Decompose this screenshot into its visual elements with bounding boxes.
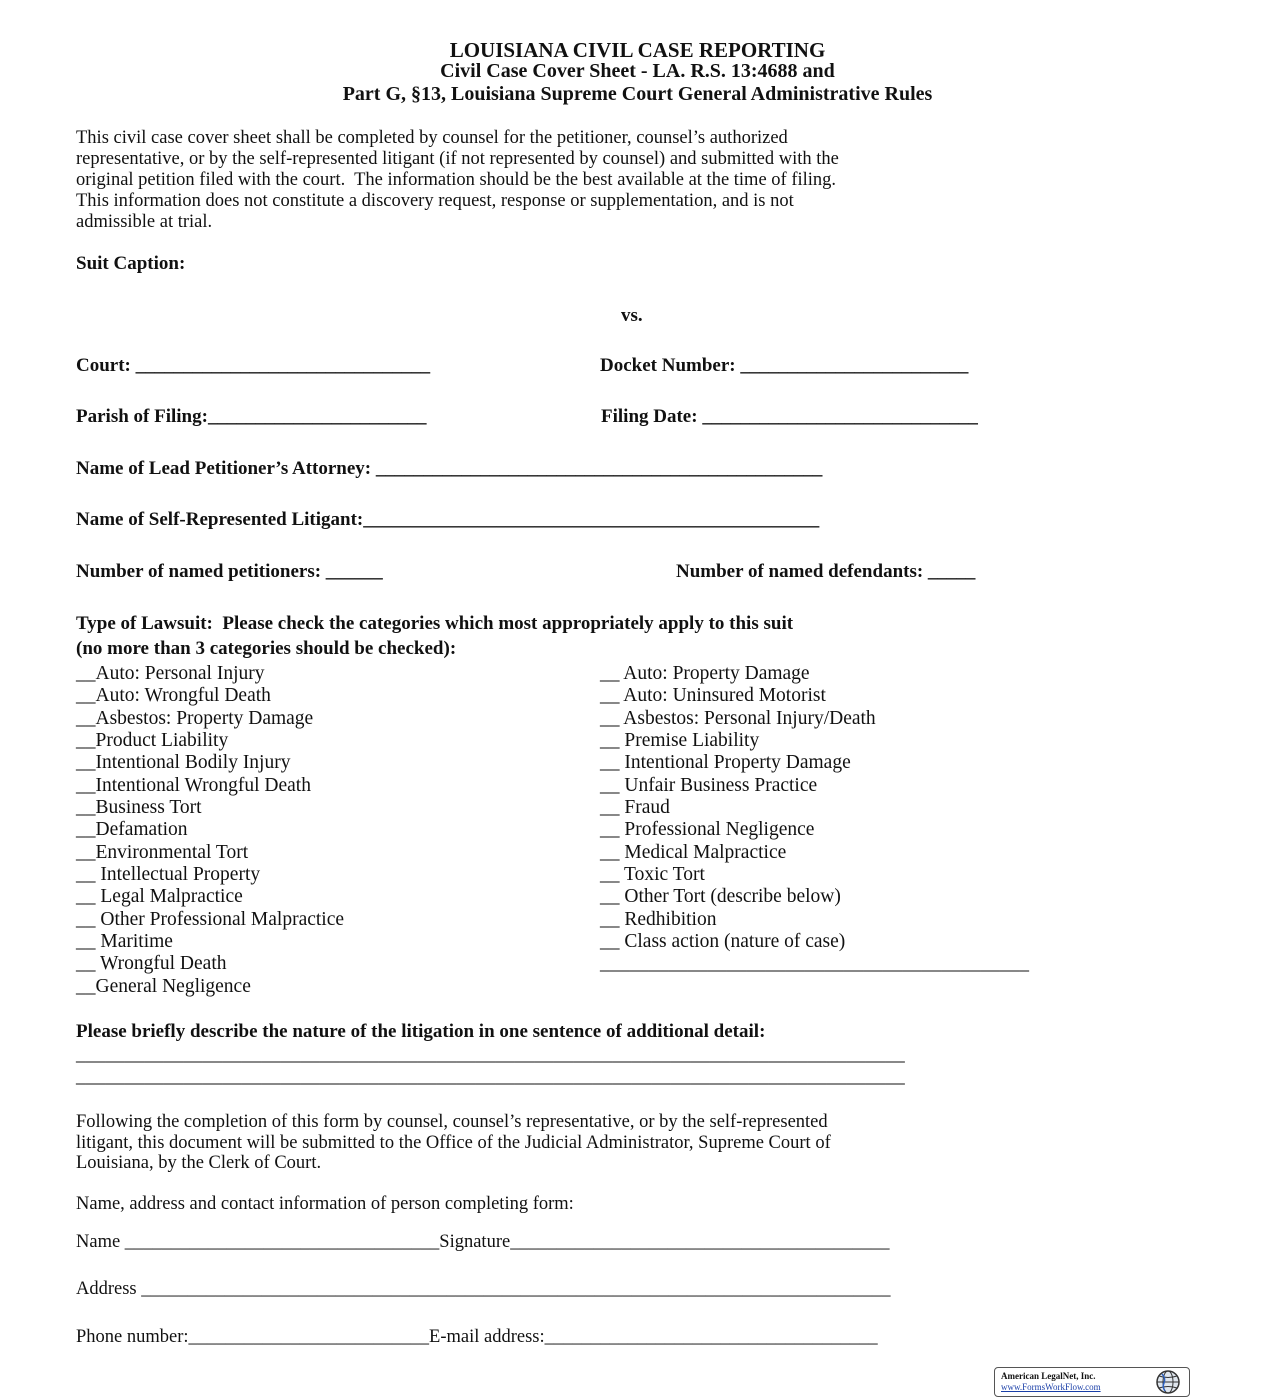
globe-icon bbox=[1153, 1369, 1183, 1395]
category-checkbox[interactable]: __Product Liability bbox=[76, 730, 229, 751]
lead-attorney-field[interactable]: Name of Lead Petitioner’s Attorney: _______________________________________________ bbox=[76, 458, 823, 479]
number-of-petitioners-field[interactable]: Number of named petitioners: ______ bbox=[76, 561, 383, 582]
category-checkbox[interactable]: __ Maritime bbox=[76, 931, 173, 952]
form-subtitle-2: Part G, §13, Louisiana Supreme Court General Administrative Rules bbox=[342, 83, 933, 105]
category-checkbox[interactable]: __Auto: Wrongful Death bbox=[76, 685, 271, 706]
footer-company: American LegalNet, Inc. bbox=[1001, 1371, 1096, 1381]
self-represented-litigant-field[interactable]: Name of Self-Represented Litigant:________________________________________________ bbox=[76, 509, 820, 530]
submission-note-line-3: Louisiana, by the Clerk of Court. bbox=[76, 1153, 322, 1173]
category-checkbox[interactable]: __ Class action (nature of case) bbox=[600, 931, 846, 952]
category-checkbox[interactable]: __ Auto: Uninsured Motorist bbox=[600, 685, 826, 706]
category-checkbox[interactable]: __Intentional Bodily Injury bbox=[76, 752, 291, 773]
intro-line-5: admissible at trial. bbox=[76, 212, 213, 232]
category-checkbox[interactable]: __ Legal Malpractice bbox=[76, 886, 243, 907]
class-action-nature-field[interactable]: ____________________________________________ bbox=[600, 953, 1029, 974]
intro-line-3: original petition filed with the court. The information should be the best available at the time of filing. bbox=[76, 170, 837, 190]
category-checkbox[interactable]: __ Auto: Property Damage bbox=[600, 663, 810, 684]
category-checkbox[interactable]: __ Intellectual Property bbox=[76, 864, 261, 885]
category-checkbox[interactable]: __ Professional Negligence bbox=[600, 819, 815, 840]
category-checkbox[interactable]: __ Medical Malpractice bbox=[600, 842, 787, 863]
category-checkbox[interactable]: __ Unfair Business Practice bbox=[600, 775, 818, 796]
name-signature-field[interactable]: Name __________________________________Signature_________________________________________ bbox=[76, 1232, 890, 1252]
footer-url-link[interactable]: www.FormsWorkFlow.com bbox=[1001, 1382, 1101, 1392]
footer-logo bbox=[994, 1367, 1190, 1397]
submission-note-line-2: litigant, this document will be submitted to the Office of the Judicial Administrator, Supreme Court of bbox=[76, 1133, 831, 1153]
intro-line-2: representative, or by the self-represented litigant (if not represented by counsel) and submitted with the bbox=[76, 149, 839, 169]
category-checkbox[interactable]: __ Redhibition bbox=[600, 909, 717, 930]
category-checkbox[interactable]: __ Toxic Tort bbox=[600, 864, 705, 885]
contact-info-intro: Name, address and contact information of person completing form: bbox=[76, 1194, 574, 1214]
parish-of-filing-field[interactable]: Parish of Filing:_______________________ bbox=[76, 406, 427, 427]
category-checkbox[interactable]: __ Other Professional Malpractice bbox=[76, 909, 345, 930]
filing-date-field[interactable]: Filing Date: _____________________________ bbox=[601, 406, 978, 427]
phone-email-field[interactable]: Phone number:__________________________E-mail address:____________________________________ bbox=[76, 1327, 878, 1347]
form-subtitle-1: Civil Case Cover Sheet - LA. R.S. 13:4688 and bbox=[440, 60, 835, 82]
category-checkbox[interactable]: __ Fraud bbox=[600, 797, 670, 818]
category-checkbox[interactable]: __ Wrongful Death bbox=[76, 953, 227, 974]
category-checkbox[interactable]: __Environmental Tort bbox=[76, 842, 249, 863]
lawsuit-type-instruction: (no more than 3 categories should be checked): bbox=[76, 638, 457, 659]
intro-line-1: This civil case cover sheet shall be completed by counsel for the petitioner, counsel’s authorized bbox=[76, 128, 788, 148]
intro-line-4: This information does not constitute a discovery request, response or supplementation, and is not bbox=[76, 191, 794, 211]
category-checkbox[interactable]: __ Intentional Property Damage bbox=[600, 752, 851, 773]
versus-label: vs. bbox=[621, 305, 643, 326]
category-checkbox[interactable]: __General Negligence bbox=[76, 976, 251, 997]
suit-caption-label: Suit Caption: bbox=[76, 253, 186, 274]
lawsuit-type-heading: Type of Lawsuit: Please check the categories which most appropriately apply to this suit bbox=[76, 613, 794, 634]
describe-litigation-label: Please briefly describe the nature of the litigation in one sentence of additional detail: bbox=[76, 1021, 766, 1042]
category-checkbox[interactable]: __Defamation bbox=[76, 819, 188, 840]
category-checkbox[interactable]: __ Other Tort (describe below) bbox=[600, 886, 841, 907]
category-checkbox[interactable]: __ Premise Liability bbox=[600, 730, 760, 751]
address-field[interactable]: Address _________________________________________________________________________________ bbox=[76, 1279, 891, 1299]
category-checkbox[interactable]: __Auto: Personal Injury bbox=[76, 663, 265, 684]
describe-line-2[interactable]: _____________________________________________________________________________________ bbox=[76, 1066, 905, 1087]
form-title: LOUISIANA CIVIL CASE REPORTING bbox=[449, 38, 826, 62]
category-checkbox[interactable]: __Business Tort bbox=[76, 797, 202, 818]
court-field[interactable]: Court: _______________________________ bbox=[76, 355, 431, 376]
category-checkbox[interactable]: __Intentional Wrongful Death bbox=[76, 775, 311, 796]
submission-note-line-1: Following the completion of this form by counsel, counsel’s representative, or by the self-represented bbox=[76, 1112, 828, 1132]
describe-line-1[interactable]: _____________________________________________________________________________________ bbox=[76, 1044, 905, 1065]
category-checkbox[interactable]: __ Asbestos: Personal Injury/Death bbox=[600, 708, 876, 729]
docket-number-field[interactable]: Docket Number: ________________________ bbox=[600, 355, 969, 376]
category-checkbox[interactable]: __Asbestos: Property Damage bbox=[76, 708, 314, 729]
number-of-defendants-field[interactable]: Number of named defendants: _____ bbox=[676, 561, 976, 582]
